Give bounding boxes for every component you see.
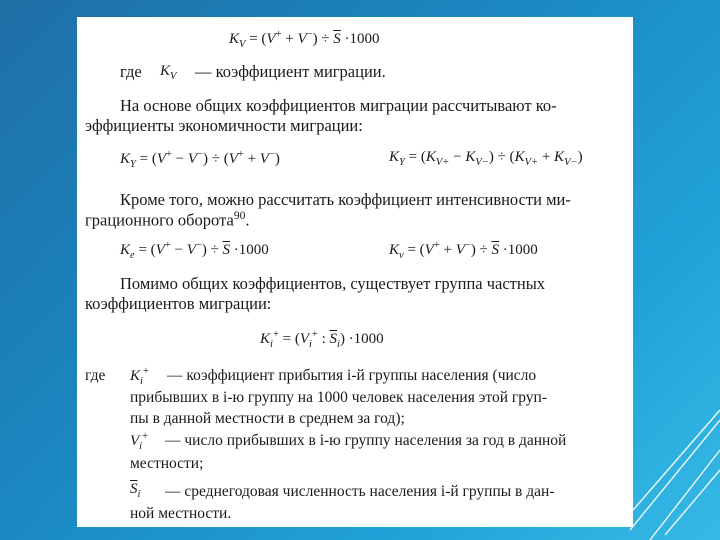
where-label-2: где: [85, 367, 106, 384]
formula-intensity-coefficient-b: $K_v = (V^+ + V^-) \div \overline{S} \cdot 1000$: [389, 240, 538, 261]
where-text-1: — коэффициент миграции.: [195, 62, 386, 81]
paragraph-1-line-2: эффициенты экономичности миграции:: [85, 116, 363, 135]
symbol-kv: $K_V$: [160, 63, 177, 82]
definition-si-line-2: ной местности.: [130, 505, 232, 522]
definition-ki-line-2: прибывших в i-ю группу на 1000 человек населения этой груп-: [130, 389, 547, 406]
definition-si-line-1: — среднегодовая численность населения i-й группы в дан-: [165, 483, 555, 500]
paragraph-3-line-1: Помимо общих коэффициентов, существует группа частных: [120, 274, 546, 293]
where-label-1: где: [120, 62, 142, 81]
formula-arrival-coefficient: $K_i^+ = (V_i^+$ : $\overline{S}_i) \cdot 1000$: [260, 329, 384, 350]
formula-intensity-coefficient-a: $K_e = (V^+ - V^-) \div \overline{S} \cdot 1000$: [120, 240, 269, 261]
definition-vi-line-1: — число прибывших в i-ю группу населения за год в данной: [165, 432, 567, 449]
definition-ki-line-3: пы в данной местности в среднем за год);: [130, 410, 405, 427]
definition-ki-line-1: — коэффициент прибытия i-й группы населения (число: [167, 367, 537, 384]
paragraph-3-line-2: коэффициентов миграции:: [85, 294, 272, 313]
document-page: [77, 17, 633, 527]
formula-migration-coefficient: $K_V = (V^+ + V^-) \div \overline{S} \cdot 1000$: [229, 29, 380, 50]
paragraph-1-line-1: На основе общих коэффициентов миграции рассчитывают ко-: [120, 96, 557, 115]
paragraph-2-line-1: Кроме того, можно рассчитать коэффициент интенсивности ми-: [120, 190, 571, 209]
formula-economy-coefficient-a: $K_Y = (V^+ - V^-) \div (V^+ + V^-)$: [120, 149, 280, 170]
definition-vi-line-2: местности;: [130, 455, 204, 472]
footnote-marker: 90: [233, 210, 246, 222]
paragraph-2-line-2: грационного оборота$^{90}$.: [85, 210, 250, 230]
symbol-si-mean: $\overline{S}_i$: [130, 481, 141, 500]
symbol-vi-plus: $V_i^+$: [130, 431, 149, 452]
formula-economy-coefficient-b: $K_Y = (K_{V+} - K_{V-}) \div (K_{V+} + K_{V-})$: [389, 149, 583, 168]
symbol-ki-plus: $K_i^+$: [130, 366, 149, 387]
